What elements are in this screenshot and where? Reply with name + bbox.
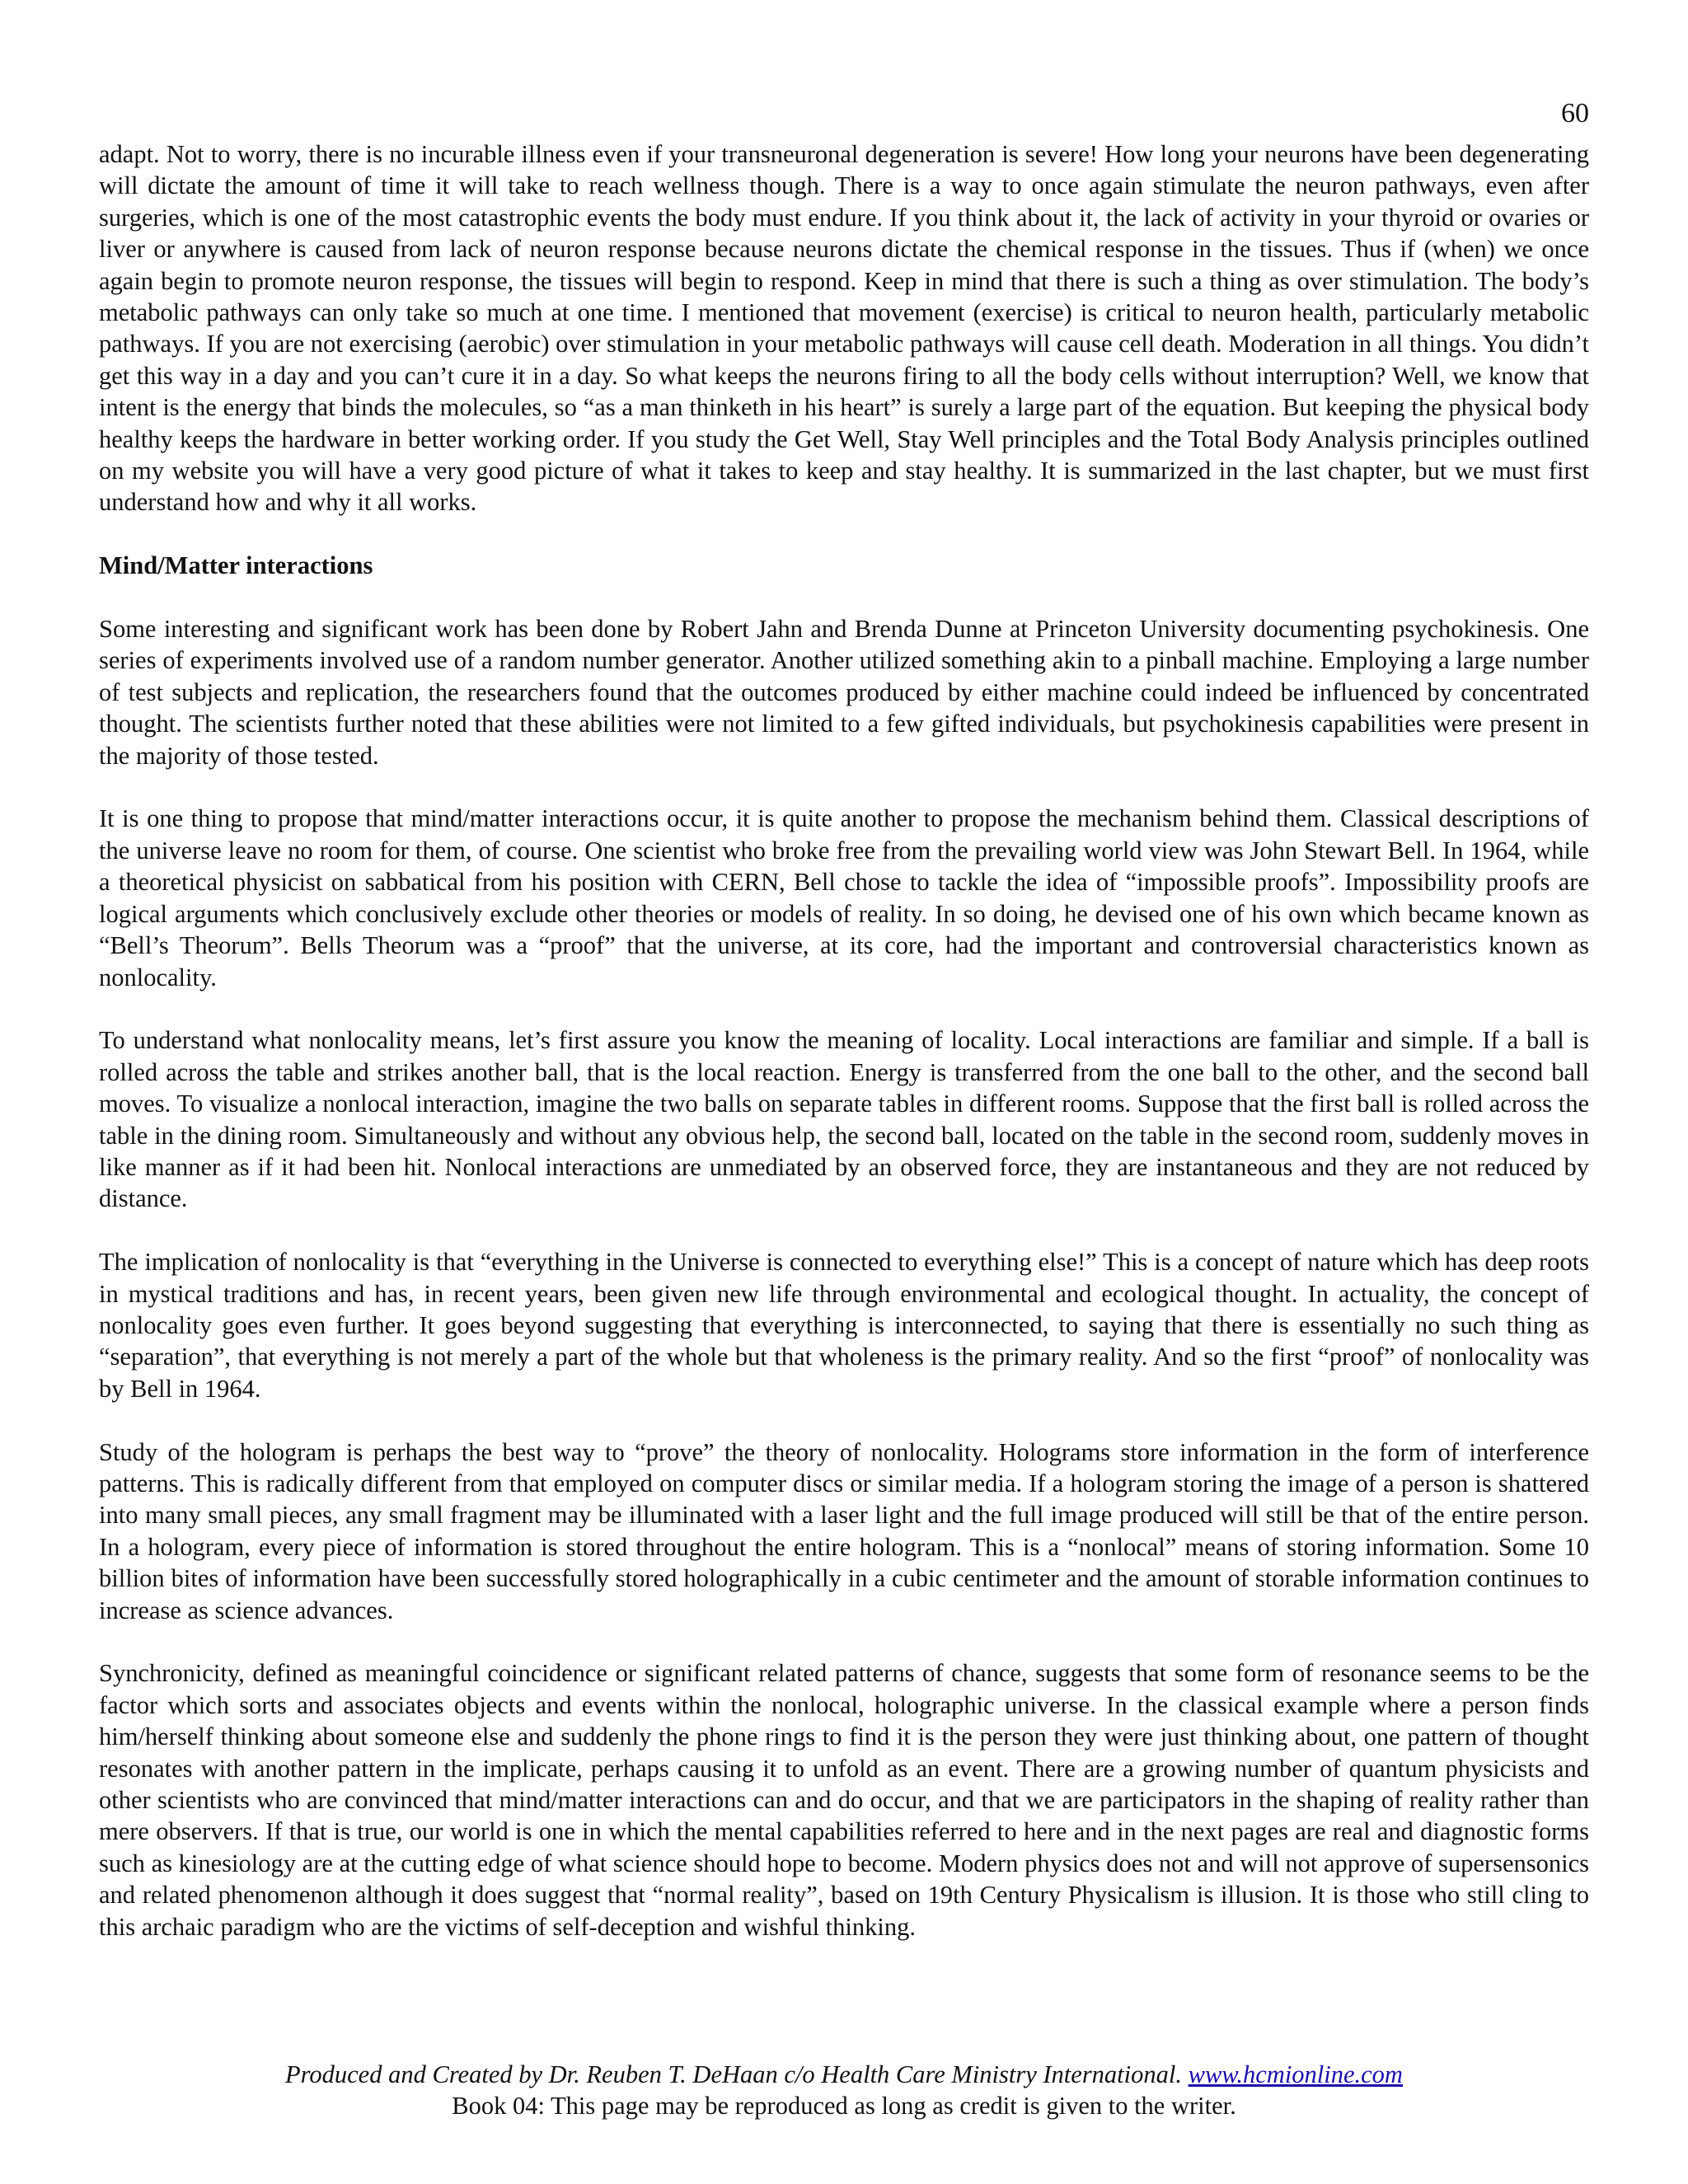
footer-credit-line (0, 2059, 1688, 2090)
paragraph-5: The implication of nonlocality is that “everything in the Universe is connected to everything else!” This is a concept of nature which has deep roots in mystical traditions and has, in recent years, been given new life through environmental and ecological thought. In actuality, the concept of nonlocality goes even further. It goes beyond suggesting that everything is interconnected, to saying that there is essentially no such thing as “separation”, that everything is not merely a part of the whole but that wholeness is the primary reality. And so the first “proof” of nonlocality was by Bell in 1964. (99, 1248, 1589, 1403)
body-text (99, 138, 1589, 1943)
paragraph-3: It is one thing to propose that mind/matter interactions occur, it is quite another to propose the mechanism behind them. Classical descriptions of the universe leave no room for them, of course. One scientist who broke free from the prevailing world view was John Stewart Bell. In 1964, while a theoretical physicist on sabbatical from his position with CERN, Bell chose to tackle the idea of “impossible proofs”. Impossibility proofs are logical arguments which conclusively exclude other theories or models of reality. In so doing, he devised one of his own which became known as “Bell’s Theorum”. Bells Theorum was a “proof” that the universe, at its core, had the important and controversial characteristics known as nonlocality. (99, 804, 1589, 991)
page-footer (0, 2059, 1688, 2121)
page-number: 60 (1561, 98, 1589, 129)
paragraph-2: Some interesting and significant work has been done by Robert Jahn and Brenda Dunne at Princeton University documenting psychokinesis. One series of experiments involved use of a random number generator. Another utilized something akin to a pinball machine. Employing a large number of test subjects and replication, the researchers found that the outcomes produced by either machine could indeed be influenced by concentrated thought. The scientists further noted that these abilities were not limited to a few gifted individuals, but psychokinesis capabilities were present in the majority of those tested. (99, 615, 1589, 770)
website-link[interactable]: www.hcmionline.com (1188, 2060, 1403, 2088)
paragraph-4: To understand what nonlocality means, let’s first assure you know the meaning of locality. Local interactions are familiar and simple. If a ball is rolled across the table and strikes another ball, that is the local reaction. Energy is transferred from the one ball to the other, and the second ball moves. To visualize a nonlocal interaction, imagine the two balls on separate tables in different rooms. Suppose that the first ball is rolled across the table in the dining room. Simultaneously and without any obvious help, the second ball, located on the table in the second room, suddenly moves in like manner as if it had been hit. Nonlocal interactions are unmediated by an observed force, they are instantaneous and they are not reduced by distance. (99, 1026, 1589, 1213)
paragraph-7: Synchronicity, defined as meaningful coincidence or significant related patterns of chance, suggests that some form of resonance seems to be the factor which sorts and associates objects and events within the nonlocal, holographic universe. In the classical example where a person finds him/herself thinking about someone else and suddenly the phone rings to find it is the person they were just thinking about, one pattern of thought resonates with another pattern in the implicate, perhaps causing it to unfold as an event. There are a growing number of quantum physicists and other scientists who are convinced that mind/matter interactions can and do occur, and that we are participators in the shaping of reality rather than mere observers. If that is true, our world is one in which the mental capabilities referred to here and in the next pages are real and diagnostic forms such as kinesiology are at the cutting edge of what science should hope to become. Modern physics does not and will not approve of supersensonics and related phenomenon although it does suggest that “normal reality”, based on 19th Century Physicalism is illusion. It is those who still cling to this archaic paradigm who are the victims of self-deception and wishful thinking. (99, 1659, 1589, 1941)
footer-credit: Produced and Created by Dr. Reuben T. DeHaan c/o Health Care Ministry International. (285, 2060, 1182, 2088)
paragraph-6: Study of the hologram is perhaps the best way to “prove” the theory of nonlocality. Holograms store information in the form of interference patterns. This is radically different from that employed on computer discs or similar media. If a hologram storing the image of a person is shattered into many small pieces, any small fragment may be illuminated with a laser light and the full image produced will still be that of the entire person. In a hologram, every piece of information is stored throughout the entire hologram. This is a “nonlocal” means of storing information. Some 10 billion bites of information have been successfully stored holographically in a cubic centimeter and the amount of storable information continues to increase as science advances. (99, 1437, 1589, 1624)
section-heading: Mind/Matter interactions (99, 551, 373, 580)
footer-notice: Book 04: This page may be reproduced as long as credit is given to the writer. (452, 2092, 1236, 2120)
paragraph-1: adapt. Not to worry, there is no incurable illness even if your transneuronal degeneration is severe! How long your neurons have been degenerating will dictate the amount of time it will take to reach wellness though. There is a way to once again stimulate the neuron pathways, even after surgeries, which is one of the most catastrophic events the body must endure. If you think about it, the lack of activity in your thyroid or ovaries or liver or anywhere is caused from lack of neuron response because neurons dictate the chemical response in the tissues. Thus if (when) we once again begin to promote neuron response, the tissues will begin to respond. Keep in mind that there is such a thing as over stimulation. The body’s metabolic pathways can only take so much at one time. I mentioned that movement (exercise) is critical to neuron health, particularly metabolic pathways. If you are not exercising (aerobic) over stimulation in your metabolic pathways will cause cell death. Moderation in all things. You didn’t get this way in a day and you can’t cure it in a day. So what keeps the neurons firing to all the body cells without interruption? Well, we know that intent is the energy that binds the molecules, so “as a man thinketh in his heart” is surely a large part of the equation. But keeping the physical body healthy keeps the hardware in better working order. If you study the Get Well, Stay Well principles and the Total Body Analysis principles outlined on my website you will have a very good picture of what it takes to keep and stay healthy. It is summarized in the last chapter, but we must first understand how and why it all works. (99, 140, 1589, 517)
